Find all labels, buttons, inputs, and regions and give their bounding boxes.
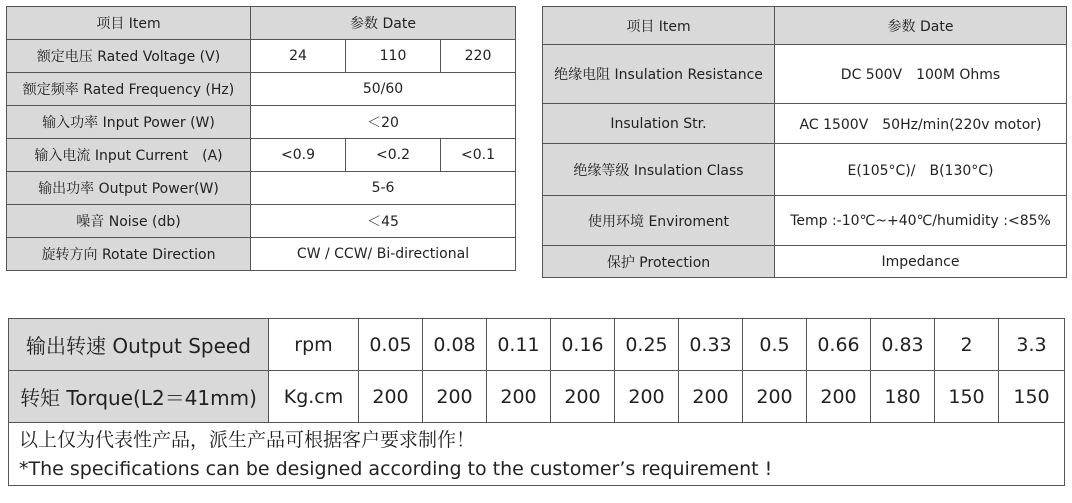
speed-label: 输出转速 Output Speed xyxy=(9,319,269,371)
speed-cell: 0.11 xyxy=(487,319,551,371)
speed-cell: 0.08 xyxy=(423,319,487,371)
torque-cell: 200 xyxy=(551,371,615,423)
header-param: 参数 Date xyxy=(775,7,1067,45)
cell-value: <0.1 xyxy=(441,139,516,172)
cell-value: Impedance xyxy=(775,246,1067,278)
cell-value: ＜45 xyxy=(251,205,516,238)
torque-cell: 150 xyxy=(935,371,999,423)
cell-value: E(105°C)/ B(130°C) xyxy=(775,144,1067,196)
torque-cell: 200 xyxy=(359,371,423,423)
cell-value: DC 500V 100M Ohms xyxy=(775,45,1067,104)
cell-value: ＜20 xyxy=(251,106,516,139)
torque-cell: 200 xyxy=(743,371,807,423)
speed-cell: 0.66 xyxy=(807,319,871,371)
speed-cell: 0.16 xyxy=(551,319,615,371)
torque-unit: Kg.cm xyxy=(269,371,359,423)
row-label: 绝缘电阻 Insulation Resistance xyxy=(543,45,775,104)
note-chinese: 以上仅为代表性产品，派生产品可根据客户要求制作！ xyxy=(9,423,1065,454)
torque-cell: 180 xyxy=(871,371,935,423)
header-param: 参数 Date xyxy=(251,7,516,40)
cell-value: CW / CCW/ Bi-directional xyxy=(251,238,516,271)
cell-value: 220 xyxy=(441,40,516,73)
note-english: *The specifications can be designed according to the customer’s requirement ! xyxy=(9,453,1065,486)
torque-cell: 200 xyxy=(423,371,487,423)
row-label: 额定频率 Rated Frequency (Hz) xyxy=(7,73,251,106)
cell-value: <0.2 xyxy=(346,139,441,172)
header-item: 项目 Item xyxy=(7,7,251,40)
insulation-spec-table xyxy=(542,6,1067,278)
speed-cell: 0.83 xyxy=(871,319,935,371)
cell-value: 24 xyxy=(251,40,346,73)
row-label: Insulation Str. xyxy=(543,104,775,144)
row-label: 输入电流 Input Current (A) xyxy=(7,139,251,172)
speed-cell: 2 xyxy=(935,319,999,371)
speed-cell: 0.33 xyxy=(679,319,743,371)
torque-cell: 200 xyxy=(487,371,551,423)
speed-unit: rpm xyxy=(269,319,359,371)
torque-cell: 200 xyxy=(679,371,743,423)
cell-value: AC 1500V 50Hz/min(220v motor) xyxy=(775,104,1067,144)
row-label: 输出功率 Output Power(W) xyxy=(7,172,251,205)
header-item: 项目 Item xyxy=(543,7,775,45)
torque-cell: 200 xyxy=(807,371,871,423)
speed-torque-table xyxy=(8,318,1065,486)
speed-cell: 0.05 xyxy=(359,319,423,371)
row-label: 保护 Protection xyxy=(543,246,775,278)
row-label: 噪音 Noise (db) xyxy=(7,205,251,238)
row-label: 绝缘等级 Insulation Class xyxy=(543,144,775,196)
row-label: 输入功率 Input Power (W) xyxy=(7,106,251,139)
torque-label: 转矩 Torque(L2＝41mm) xyxy=(9,371,269,423)
cell-value: 5-6 xyxy=(251,172,516,205)
cell-value: <0.9 xyxy=(251,139,346,172)
cell-value: Temp :-10℃~+40℃/humidity :<85% xyxy=(775,196,1067,246)
row-label: 额定电压 Rated Voltage (V) xyxy=(7,40,251,73)
speed-cell: 3.3 xyxy=(999,319,1065,371)
cell-value: 50/60 xyxy=(251,73,516,106)
torque-cell: 200 xyxy=(615,371,679,423)
row-label: 旋转方向 Rotate Direction xyxy=(7,238,251,271)
speed-cell: 0.5 xyxy=(743,319,807,371)
row-label: 使用环境 Enviroment xyxy=(543,196,775,246)
speed-cell: 0.25 xyxy=(615,319,679,371)
electrical-spec-table xyxy=(6,6,516,271)
cell-value: 110 xyxy=(346,40,441,73)
torque-cell: 150 xyxy=(999,371,1065,423)
